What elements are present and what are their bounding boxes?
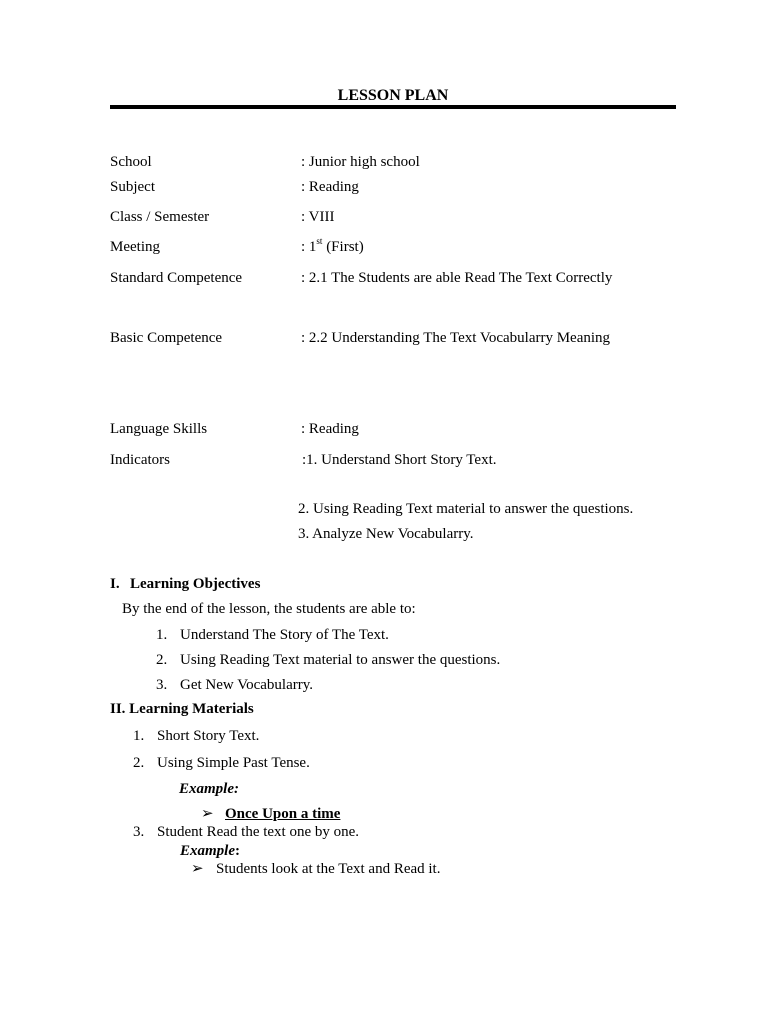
- school-value: : Junior high school: [301, 154, 420, 170]
- school-label: School: [110, 154, 152, 170]
- arrow-bullet-icon: ➢: [191, 861, 204, 877]
- material-number: 2.: [133, 755, 145, 771]
- example-label: Example:: [179, 781, 239, 797]
- example-label-colon: :: [235, 843, 240, 859]
- language-skills-label: Language Skills: [110, 421, 208, 437]
- objective-number: 2.: [156, 652, 168, 668]
- material-number: 1.: [133, 728, 145, 744]
- arrow-bullet-icon: ➢: [201, 806, 214, 822]
- subject-value: : Reading: [301, 179, 359, 195]
- section1-intro: By the end of the lesson, the students are able to:: [122, 601, 416, 617]
- basic-competence-label: Basic Competence: [110, 330, 223, 346]
- indicator-item: :1. Understand Short Story Text.: [302, 452, 497, 468]
- section1-numeral: I.: [110, 576, 120, 592]
- indicator-item: 2. Using Reading Text material to answer the questions.: [298, 501, 634, 517]
- material-item: Student Read the text one by one.: [157, 824, 360, 840]
- example-text: Once Upon a time: [225, 806, 341, 822]
- objective-item: Using Reading Text material to answer the questions.: [180, 652, 501, 668]
- section1-heading: Learning Objectives: [130, 576, 261, 592]
- example-label: [180, 842, 240, 860]
- objective-number: 1.: [156, 627, 168, 643]
- subject-label: Subject: [110, 179, 155, 195]
- standard-competence-label: Standard Competence: [110, 270, 243, 286]
- meeting-ordinal: st: [316, 236, 323, 246]
- example-text: Students look at the Text and Read it.: [216, 861, 441, 877]
- section2-heading: II. Learning Materials: [110, 701, 254, 717]
- class-value: : VIII: [301, 209, 335, 225]
- class-label: Class / Semester: [110, 209, 210, 225]
- meeting-number: : 1: [301, 239, 317, 255]
- meeting-word: (First): [322, 239, 364, 255]
- meeting-label: Meeting: [110, 239, 160, 255]
- page-title: LESSON PLAN: [337, 87, 449, 104]
- indicator-item: 3. Analyze New Vocabularry.: [298, 526, 474, 542]
- objective-item: Get New Vocabularry.: [180, 677, 314, 693]
- material-item: Short Story Text.: [157, 728, 260, 744]
- indicators-label: Indicators: [110, 452, 170, 468]
- meeting-value: [301, 238, 364, 256]
- standard-competence-value: : 2.1 The Students are able Read The Text Correctly: [301, 270, 613, 286]
- basic-competence-value: : 2.2 Understanding The Text Vocabularry Meaning: [301, 330, 611, 346]
- objective-item: Understand The Story of The Text.: [180, 627, 389, 643]
- material-item: Using Simple Past Tense.: [157, 755, 310, 771]
- title-underline: [110, 105, 676, 109]
- language-skills-value: : Reading: [301, 421, 359, 437]
- objective-number: 3.: [156, 677, 168, 693]
- example-label-word: Example: [180, 843, 235, 859]
- material-number: 3.: [133, 824, 145, 840]
